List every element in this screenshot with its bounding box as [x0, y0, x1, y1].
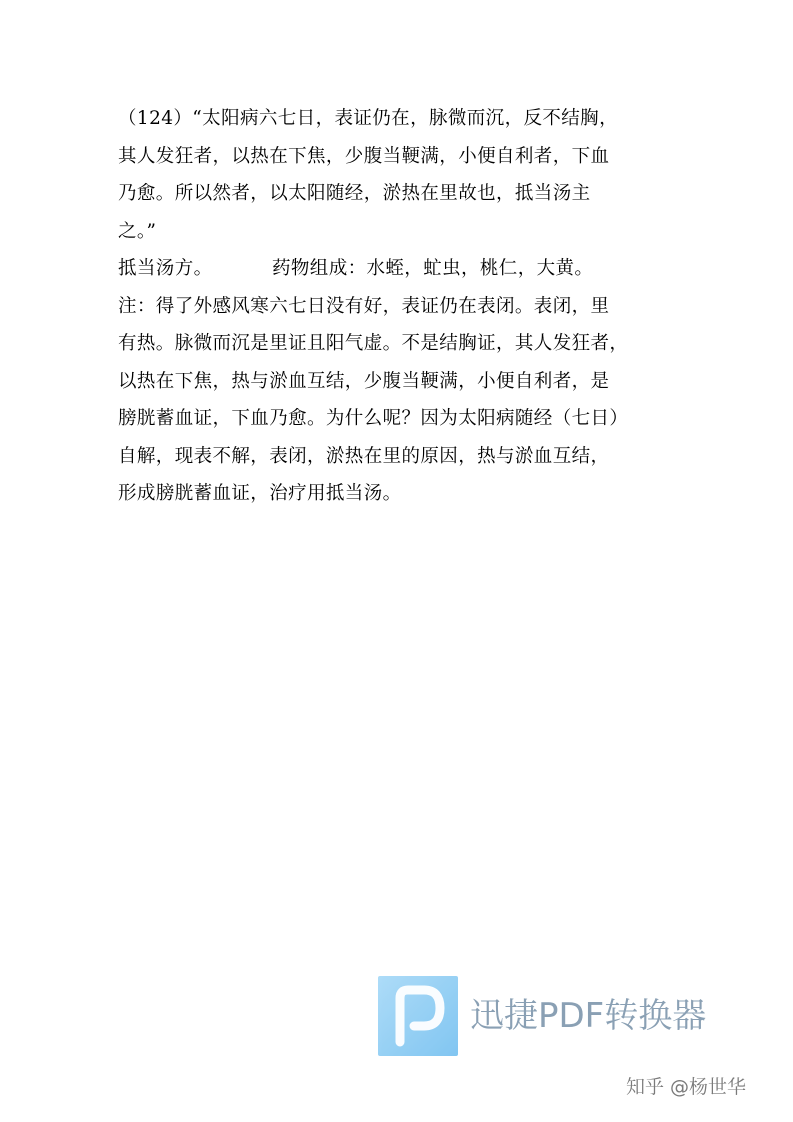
- text-line: 注：得了外感风寒六七日没有好，表证仍在表闭。表闭，里: [118, 295, 610, 317]
- watermark-text: 迅捷PDF转换器: [470, 996, 707, 1036]
- text-line: 有热。脉微而沉是里证且阳气虚。不是结胸证，其人发狂者，: [118, 333, 629, 354]
- text-line: 之。”: [118, 220, 157, 242]
- text-line: （124）“太阳病六七日，表证仍在，脉微而沉，反不结胸，: [118, 108, 618, 129]
- text-line: 膀胱蓄血证，下血乃愈。为什么呢？因为太阳病随经（七日）: [118, 408, 629, 429]
- text-line: 形成膀胱蓄血证，治疗用抵当汤。: [118, 483, 402, 504]
- watermark: [378, 976, 738, 1058]
- text-line: 其人发狂者，以热在下焦，少腹当鞕满，小便自利者，下血: [118, 145, 610, 167]
- document-body: [118, 100, 680, 513]
- text-line: 乃愈。所以然者，以太阳随经，淤热在里故也，抵当汤主: [118, 183, 591, 204]
- formula-composition: 药物组成：水蛭，虻虫，桃仁，大黄。: [272, 258, 594, 279]
- note-paragraph: [118, 288, 680, 513]
- paragraph-124: [118, 100, 680, 250]
- text-line: 以热在下焦，热与淤血互结，少腹当鞕满，小便自利者，是: [118, 370, 610, 392]
- formula-name: 抵当汤方。: [118, 258, 213, 279]
- formula-line: [118, 250, 680, 288]
- p-letter-logo-icon: [378, 976, 458, 1056]
- author-credit: 知乎 @杨世华: [626, 1076, 747, 1098]
- text-line: 自解，现表不解，表闭，淤热在里的原因，热与淤血互结，: [118, 445, 610, 467]
